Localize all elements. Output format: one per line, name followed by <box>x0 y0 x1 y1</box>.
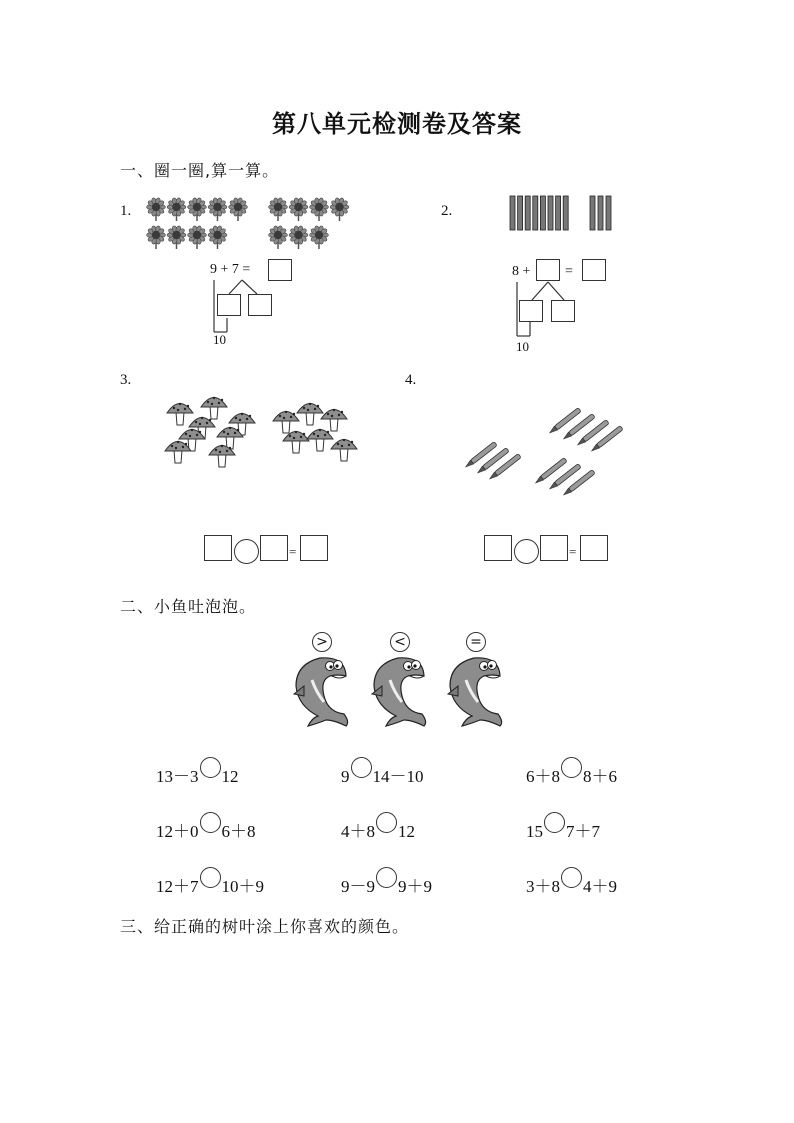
stick-icon <box>590 196 595 230</box>
mushroom-group <box>160 388 360 470</box>
sunflower-icon <box>289 197 308 221</box>
sunflower-icon <box>330 197 349 221</box>
pen-group <box>458 394 638 494</box>
comparison-left: 12＋0 <box>156 822 199 841</box>
stick-bundles <box>508 194 618 234</box>
dolphin-icon <box>368 652 438 727</box>
q1-ten-label: 10 <box>213 332 226 347</box>
section-3-heading: 三、给正确的树叶涂上你喜欢的颜色。 <box>120 917 410 936</box>
bubble-1 <box>312 632 332 652</box>
comparison-circle[interactable] <box>200 757 221 778</box>
sunflower-icon <box>269 197 288 221</box>
mushroom-icon <box>283 431 309 453</box>
bubble-symbol: = <box>470 634 482 650</box>
mushroom-icon <box>273 411 299 433</box>
q4-operator-circle[interactable] <box>514 539 539 564</box>
q3-box-2[interactable] <box>260 535 288 561</box>
stick-icon <box>598 196 603 230</box>
comparison-item <box>526 812 600 842</box>
sunflower-icon <box>167 225 186 249</box>
q3-equals: = <box>289 544 297 559</box>
sunflower-group <box>140 192 370 254</box>
section-2-heading: 二、小鱼吐泡泡。 <box>120 597 257 616</box>
q2-equation-left <box>512 264 530 280</box>
comparison-left: 12＋7 <box>156 877 199 896</box>
q2-split-box-2[interactable] <box>551 300 575 322</box>
sunflower-icon <box>310 197 329 221</box>
comparison-left: 4＋8 <box>341 822 375 841</box>
mushroom-icon <box>167 403 193 425</box>
q4-answer-box[interactable] <box>580 535 608 561</box>
sunflower-icon <box>229 197 248 221</box>
stick-icon <box>540 196 545 230</box>
q1-equation <box>210 262 250 278</box>
section-1-heading: 一、圈一圈,算一算。 <box>120 161 280 180</box>
comparison-left: 3＋8 <box>526 877 560 896</box>
q1-addend-a: 9 <box>210 262 217 277</box>
mushroom-icon <box>297 403 323 425</box>
q3-number: 3. <box>120 372 132 388</box>
comparison-circle[interactable] <box>561 757 582 778</box>
comparison-right: 10＋9 <box>221 877 264 896</box>
bubble-symbol: > <box>316 634 328 650</box>
q2-addend-box[interactable] <box>536 259 560 281</box>
sunflower-icon <box>310 225 329 249</box>
sunflower-icon <box>208 225 227 249</box>
sunflower-icon <box>269 225 288 249</box>
stick-icon <box>510 196 515 230</box>
q2-ten-label: 10 <box>516 339 529 354</box>
comparison-right: 12 <box>221 767 239 786</box>
q4-box-2[interactable] <box>540 535 568 561</box>
comparison-right: 12 <box>398 822 415 841</box>
dolphin-icon <box>290 652 360 727</box>
comparison-circle[interactable] <box>200 867 221 888</box>
comparison-left: 15 <box>526 822 543 841</box>
stick-icon <box>606 196 611 230</box>
comparison-left: 9 <box>341 767 350 786</box>
comparison-right: 6＋8 <box>221 822 256 841</box>
comparison-item <box>156 757 239 787</box>
comparison-circle[interactable] <box>376 867 397 888</box>
comparison-circle[interactable] <box>561 867 582 888</box>
mushroom-icon <box>307 429 333 451</box>
sunflower-icon <box>289 225 308 249</box>
q2-equals: = <box>565 264 573 279</box>
comparison-item <box>526 757 617 787</box>
comparison-right: 7＋7 <box>566 822 600 841</box>
q4-number: 4. <box>405 372 417 388</box>
q3-box-1[interactable] <box>204 535 232 561</box>
sunflower-icon <box>188 197 207 221</box>
q2-addend-a: 8 <box>512 264 519 279</box>
sunflower-icon <box>147 197 166 221</box>
bubble-3 <box>466 632 486 652</box>
page-title: 第八单元检测卷及答案 <box>272 110 522 138</box>
comparison-right: 9＋9 <box>398 877 432 896</box>
sunflower-icon <box>147 225 166 249</box>
q4-equals: = <box>569 544 577 559</box>
q3-answer-box[interactable] <box>300 535 328 561</box>
q1-equals: = <box>242 262 251 277</box>
comparison-item <box>341 812 415 842</box>
comparison-item <box>156 867 264 897</box>
sunflower-icon <box>208 197 227 221</box>
q2-number: 2. <box>441 203 453 219</box>
comparison-left: 9－9 <box>341 877 375 896</box>
sunflower-icon <box>167 197 186 221</box>
q1-plus: + <box>220 262 229 277</box>
comparison-circle[interactable] <box>376 812 397 833</box>
mushroom-icon <box>209 445 235 467</box>
stick-icon <box>563 196 568 230</box>
q1-addend-b: 7 <box>231 262 239 277</box>
stick-icon <box>548 196 553 230</box>
comparison-circle[interactable] <box>351 757 372 778</box>
comparison-circle[interactable] <box>200 812 221 833</box>
q1-split-box-2[interactable] <box>248 294 272 316</box>
q2-split-box-1[interactable] <box>519 300 543 322</box>
comparison-right: 8＋6 <box>583 767 617 786</box>
comparison-item <box>341 867 432 897</box>
mushroom-icon <box>321 409 347 431</box>
mushroom-icon <box>331 439 357 461</box>
comparison-left: 6＋8 <box>526 767 560 786</box>
comparison-right: 14－10 <box>372 767 424 786</box>
stick-icon <box>525 196 530 230</box>
comparison-item <box>341 757 424 787</box>
comparison-circle[interactable] <box>544 812 565 833</box>
bubble-symbol: < <box>394 634 406 650</box>
q3-operator-circle[interactable] <box>234 539 259 564</box>
comparison-item <box>526 867 617 897</box>
q1-split-box-1[interactable] <box>217 294 241 316</box>
q4-box-1[interactable] <box>484 535 512 561</box>
stick-icon <box>518 196 523 230</box>
dolphin-icon <box>444 652 514 727</box>
sunflower-icon <box>188 225 207 249</box>
stick-icon <box>533 196 538 230</box>
mushroom-icon <box>165 441 191 463</box>
q1-number: 1. <box>120 203 132 219</box>
comparison-right: 4＋9 <box>583 877 617 896</box>
mushroom-icon <box>201 397 227 419</box>
q2-plus: + <box>522 264 531 279</box>
q2-answer-box[interactable] <box>582 259 606 281</box>
stick-icon <box>556 196 561 230</box>
bubble-2 <box>390 632 410 652</box>
comparison-left: 13－3 <box>156 767 199 786</box>
comparison-item <box>156 812 256 842</box>
